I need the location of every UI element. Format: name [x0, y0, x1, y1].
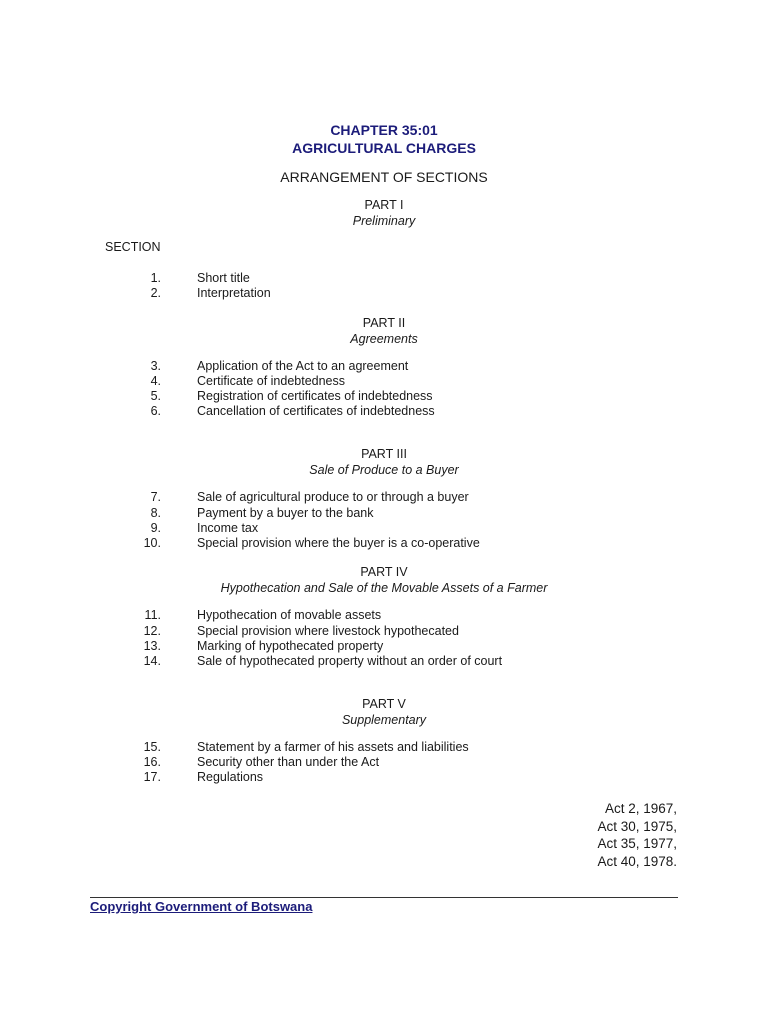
item-text: Cancellation of certificates of indebtedness [197, 404, 435, 418]
item-text: Sale of agricultural produce to or through a buyer [197, 490, 469, 504]
chapter-title: AGRICULTURAL CHARGES [292, 140, 476, 156]
list-item [0, 639, 768, 654]
list-item [0, 389, 768, 404]
list-item [0, 490, 768, 505]
list-item [0, 271, 768, 286]
act-citation: Act 30, 1975, [597, 818, 677, 834]
list-item [0, 654, 768, 669]
item-number: 4. [150, 374, 161, 388]
footer-divider [90, 897, 678, 898]
list-item [0, 286, 768, 301]
list-item [0, 506, 768, 521]
item-text: Sale of hypothecated property without an order of court [197, 654, 503, 668]
part-subtitle: Supplementary [341, 713, 427, 727]
list-item [0, 608, 768, 623]
item-text: Short title [197, 271, 250, 285]
item-text: Special provision where the buyer is a co-operative [197, 536, 480, 550]
item-number: 6. [150, 404, 161, 418]
item-text: Statement by a farmer of his assets and liabilities [197, 740, 469, 754]
act-citations [597, 800, 677, 870]
item-text: Registration of certificates of indebtedness [197, 389, 433, 403]
item-text: Marking of hypothecated property [197, 639, 384, 653]
part-label: PART V [362, 697, 406, 711]
item-number: 1. [150, 271, 161, 285]
item-text: Regulations [197, 770, 264, 784]
item-number: 2. [150, 286, 161, 300]
act-citation: Act 40, 1978. [597, 853, 677, 869]
list-item [0, 404, 768, 419]
list-item [0, 521, 768, 536]
item-text: Special provision where livestock hypothecated [197, 624, 459, 638]
item-number: 14. [143, 654, 161, 668]
item-number: 13. [143, 639, 161, 653]
item-text: Payment by a buyer to the bank [197, 506, 374, 520]
item-number: 5. [150, 389, 161, 403]
act-citation: Act 2, 1967, [604, 801, 677, 816]
item-number: 10. [143, 536, 161, 550]
item-number: 8. [150, 506, 161, 520]
part-subtitle: Agreements [350, 332, 418, 346]
copyright-link[interactable]: Copyright Government of Botswana [90, 899, 313, 914]
part-label: PART III [361, 447, 407, 461]
list-item [0, 624, 768, 639]
part-subtitle: Hypothecation and Sale of the Movable Assets of a Farmer [220, 581, 548, 595]
list-item [0, 740, 768, 755]
item-number: 7. [150, 490, 161, 504]
item-number: 12. [143, 624, 161, 638]
item-text: Income tax [197, 521, 259, 535]
list-item [0, 770, 768, 785]
part-label: PART IV [360, 565, 408, 579]
item-number: 9. [150, 521, 161, 535]
list-item [0, 359, 768, 374]
item-number: 11. [144, 608, 161, 622]
item-number: 3. [150, 359, 161, 373]
list-item [0, 536, 768, 551]
item-text: Application of the Act to an agreement [197, 359, 409, 373]
section-column-label: SECTION [105, 240, 161, 254]
item-text: Certificate of indebtedness [197, 374, 346, 388]
part-subtitle: Preliminary [352, 214, 416, 228]
act-citation: Act 35, 1977, [597, 836, 677, 851]
part-label: PART I [364, 198, 404, 212]
item-text: Hypothecation of movable assets [197, 608, 382, 622]
item-text: Security other than under the Act [197, 755, 380, 769]
item-number: 16. [143, 755, 161, 769]
item-number: 15. [143, 740, 161, 754]
part-subtitle: Sale of Produce to a Buyer [309, 463, 459, 477]
part-label: PART II [362, 316, 406, 330]
list-item [0, 755, 768, 770]
item-number: 17. [143, 770, 161, 784]
list-item [0, 374, 768, 389]
arrangement-heading: ARRANGEMENT OF SECTIONS [280, 169, 488, 185]
item-text: Interpretation [197, 286, 271, 300]
chapter-number: CHAPTER 35:01 [330, 122, 438, 138]
